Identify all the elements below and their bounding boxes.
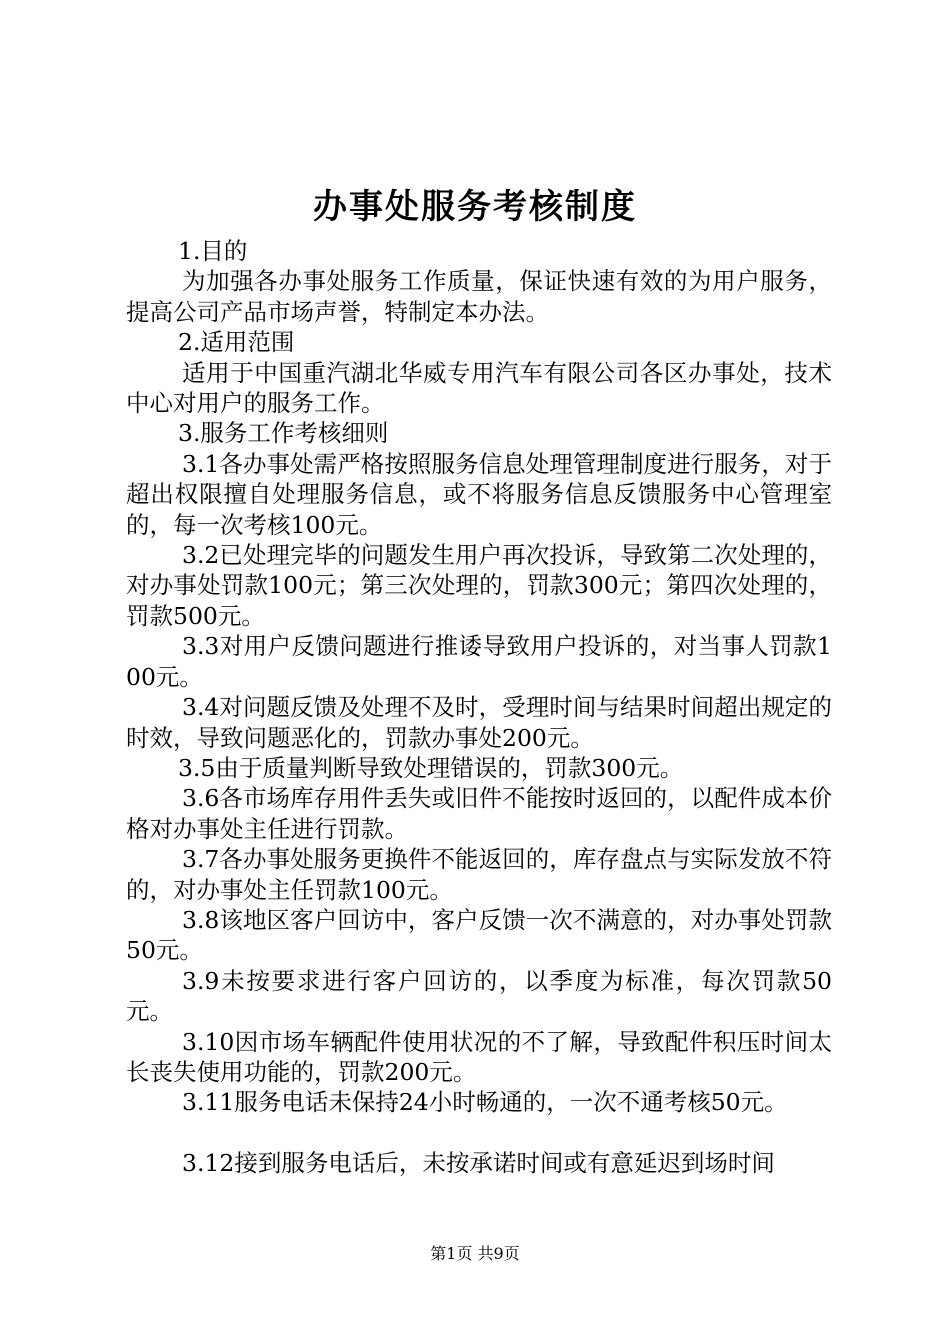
rule-item: 3.7各办事处服务更换件不能返回的，库存盘点与实际发放不符的，对办事处主任罚款100元。	[126, 845, 832, 904]
document-body	[126, 236, 832, 1178]
paragraph-purpose: 为加强各办事处服务工作质量，保证快速有效的为用户服务，提高公司产品市场声誉，特制定本办法。	[126, 267, 832, 326]
rule-item: 3.1各办事处需严格按照服务信息处理管理制度进行服务，对于超出权限擅自处理服务信息，或不将服务信息反馈服务中心管理室的，每一次考核100元。	[126, 449, 832, 539]
page-number: 第1页 共9页	[430, 1244, 520, 1263]
rule-item: 3.10因市场车辆配件使用状况的不了解，导致配件积压时间太长丧失使用功能的，罚款200元。	[126, 1027, 832, 1086]
rule-item: 3.8该地区客户回访中，客户反馈一次不满意的，对办事处罚款50元。	[126, 905, 832, 965]
rule-item: 3.11服务电话未保持24小时畅通的，一次不通考核50元。	[182, 1088, 788, 1117]
section-heading-scope: 2.适用范围	[178, 328, 295, 357]
section-heading-rules: 3.服务工作考核细则	[178, 419, 389, 448]
rule-item: 3.3对用户反馈问题进行推诿导致用户投诉的，对当事人罚款100元。	[126, 632, 832, 691]
rule-item: 3.5由于质量判断导致处理错误的，罚款300元。	[178, 753, 684, 782]
paragraph-scope: 适用于中国重汽湖北华威专用汽车有限公司各区办事处，技术中心对用户的服务工作。	[126, 358, 832, 418]
rule-item: 3.4对问题反馈及处理不及时，受理时间与结果时间超出规定的时效，导致问题恶化的，罚款办事处200元。	[126, 693, 832, 752]
rule-item: 3.2已处理完毕的问题发生用户再次投诉，导致第二次处理的，对办事处罚款100元；第三次处理的，罚款300元；第四次处理的，罚款500元。	[126, 541, 832, 630]
section-heading-purpose: 1.目的	[178, 237, 248, 265]
rule-item: 3.6各市场库存用件丢失或旧件不能按时返回的，以配件成本价格对办事处主任进行罚款。	[126, 784, 832, 843]
rule-item: 3.12接到服务电话后，未按承诺时间或有意延迟到场时间	[182, 1148, 775, 1177]
rule-item: 3.9未按要求进行客户回访的，以季度为标准，每次罚款50元。	[126, 966, 832, 1026]
document-title: 办事处服务考核制度	[313, 187, 637, 227]
